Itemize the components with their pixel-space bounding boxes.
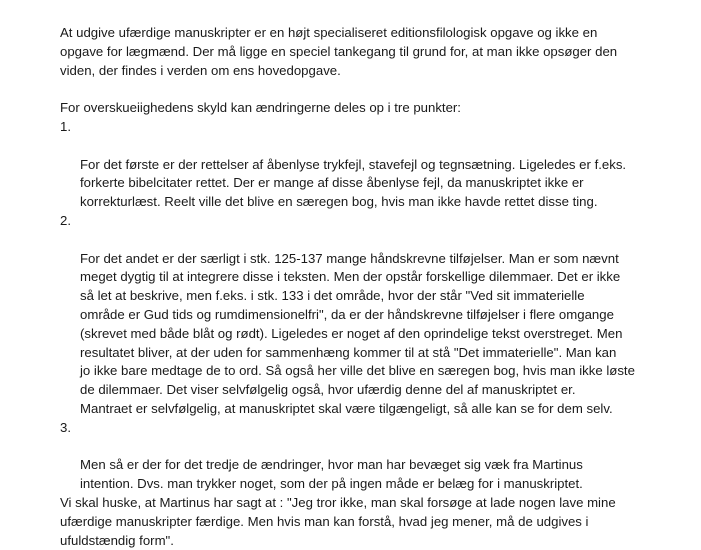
list-item-number: 1.: [60, 118, 71, 134]
list-item: [60, 212, 690, 419]
points-list: [60, 118, 690, 494]
list-item-text: For det første er der rettelser af åbenlyse trykfejl, stavefejl og tegnsætning. Ligeledes er f.eks. forkerte bibelcitater rettet. Der er mange af disse åbenlyse fejl, da manuskriptet ikke er korrekturlæst. Reelt ville det blive en særegen bog, hvis man ikke havde rettet disse ting.: [80, 156, 627, 210]
paragraph-gap: [60, 80, 690, 99]
document-page: [60, 24, 690, 550]
list-item: [60, 419, 690, 494]
list-item-number: 2.: [60, 212, 71, 228]
intro-paragraph: At udgive ufærdige manuskripter er en højt specialiseret editionsfilologisk opgave og ikke en opgave for lægmænd. Der må ligge en speciel tankegang til grund for, at man ikke opsøger den viden, der findes i verden om ens hovedopgave.: [60, 25, 618, 78]
list-item: [60, 118, 690, 212]
list-item-text: For det andet er der særligt i stk. 125-137 mange håndskrevne tilføjelser. Man er som nævnt meget dygtig til at integrere disse i teksten. Men der opstår forskellige dilemmaer. Det er ikke så let at beskrive, men f.eks. i stk. 133 i det område, hvor der står "Ved sit immaterielle område er Gud tids og rumdimensionelfri", da er der håndskrevne tilføjelser i flere omgange (skrevet med både blåt og rødt). Ligeledes er noget af den oprindelige tekst overstreget. Men resultatet bliver, at der uden for sammenhæng kommer til at stå "Det immaterielle". Man kan jo ikke bare medtage de to ord. Så også her ville det blive en særegen bog, hvis man ikke løste de dilemmaer. Det viser selvfølgelig også, hvor ufærdig denne del af manuskriptet er. Mantraet er selvfølgelig, at manuskriptet skal være tilgængeligt, så alle kan se for dem selv.: [80, 250, 635, 416]
list-item-text: Men så er der for det tredje de ændringer, hvor man har bevæget sig væk fra Martinus intention. Dvs. man trykker noget, som der på ingen måde er belæg for i manuskriptet.: [80, 457, 583, 492]
list-item-number: 3.: [60, 419, 71, 435]
closing-paragraph: Vi skal huske, at Martinus har sagt at : "Jeg tror ikke, man skal forsøge at lade nogen lave mine ufærdige manuskripter færdige. Men hvis man kan forstå, hvad jeg mener, må de udgives i ufuldstændig form".: [60, 494, 616, 548]
lead-paragraph: For overskueiighedens skyld kan ændringerne deles op i tre punkter:: [60, 100, 461, 116]
